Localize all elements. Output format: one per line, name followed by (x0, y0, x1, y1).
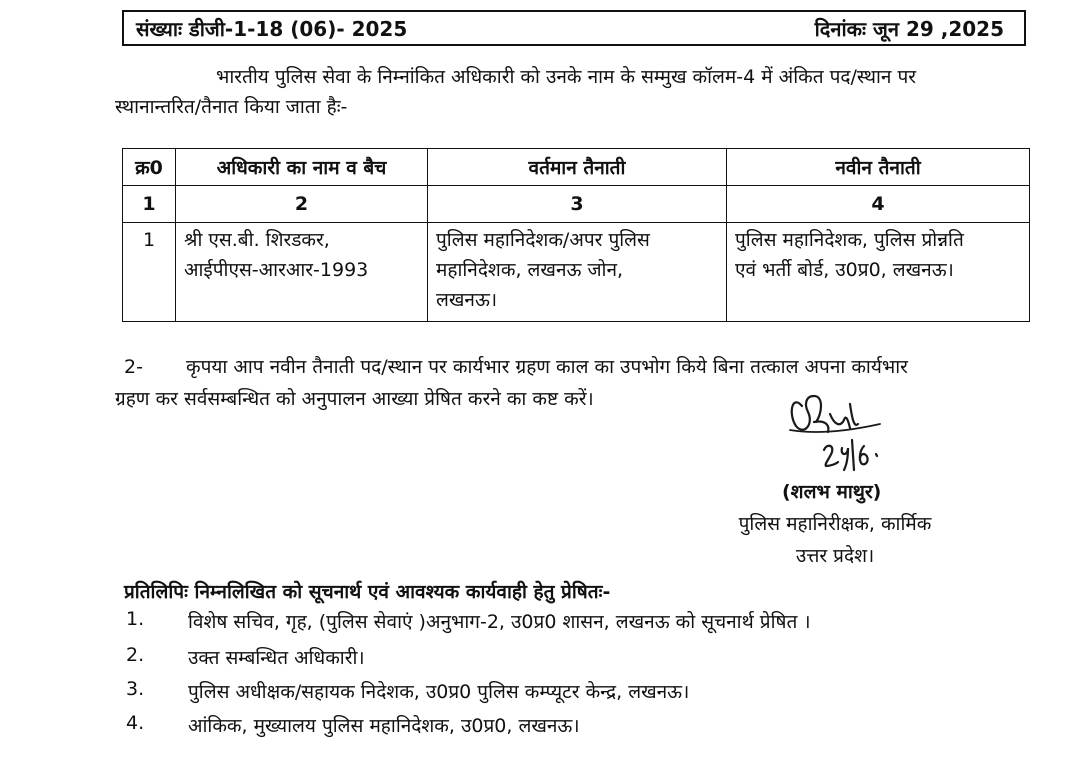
new-posting-line: एवं भर्ती बोर्ड, उ0प्र0, लखनऊ। (735, 259, 954, 281)
new-posting-cell (727, 223, 1030, 322)
signatory-designation (700, 508, 970, 572)
header-current-posting: वर्तमान तैनाती (428, 149, 727, 186)
row-sno: 1 (123, 223, 176, 322)
copy-to-title: प्रतिलिपिः निम्नलिखित को सूचनार्थ एवं आवश्यक कार्यवाही हेतु प्रेषितः- (124, 581, 611, 603)
current-posting-line: लखनऊ। (436, 289, 498, 311)
officer-name: श्री एस.बी. शिरडकर, (184, 229, 330, 251)
list-text: आंकिक, मुख्यालय पुलिस महानिदेशक, उ0प्र0, लखनऊ। (188, 715, 580, 737)
column-number: 2 (176, 186, 428, 223)
column-number: 4 (727, 186, 1030, 223)
header-new-posting: नवीन तैनाती (727, 149, 1030, 186)
new-posting-line: पुलिस महानिदेशक, पुलिस प्रोन्नति (735, 229, 964, 251)
handwritten-signature (784, 384, 884, 476)
intro-line-1: भारतीय पुलिस सेवा के निम्नांकित अधिकारी को उनके नाम के सम्मुख कॉलम-4 में अंकित पद/स्थान पर (216, 66, 917, 88)
designation-line: पुलिस महानिरीक्षक, कार्मिक (738, 513, 932, 535)
list-number: 3. (126, 678, 145, 700)
list-text: विशेष सचिव, गृह, (पुलिस सेवाएं )अनुभाग-2, उ0प्र0 शासन, लखनऊ को सूचनार्थ प्रेषित । (188, 611, 811, 633)
list-text: पुलिस अधीक्षक/सहायक निदेशक, उ0प्र0 पुलिस कम्प्यूटर केन्द्र, लखनऊ। (188, 681, 690, 703)
column-number-row (123, 186, 1030, 223)
list-number: 1. (126, 608, 145, 630)
intro-line-2: स्थानान्तरित/तैनात किया जाता हैः- (115, 96, 348, 118)
header-sno: क्र0 (123, 149, 176, 186)
reference-number: संख्याः डीजी-1-18 (06)- 2025 (136, 16, 408, 41)
list-text: उक्त सम्बन्धित अधिकारी। (188, 647, 365, 669)
para2-number: 2- (124, 356, 143, 378)
para2-line-2: ग्रहण कर सर्वसम्बन्धित को अनुपालन आख्या प्रेषित करने का कष्ट करें। (115, 388, 594, 410)
current-posting-cell (428, 223, 727, 322)
column-number: 1 (123, 186, 176, 223)
header-officer: अधिकारी का नाम व बैच (176, 149, 428, 186)
list-number: 2. (126, 644, 145, 666)
officer-cell (176, 223, 428, 322)
document-date: दिनांकः जून 29 ,2025 (814, 16, 1004, 41)
designation-line: उत्तर प्रदेश। (795, 545, 875, 567)
table-row (123, 223, 1030, 322)
signatory-name: (शलभ माथुर) (782, 481, 882, 503)
posting-table (122, 148, 1030, 322)
officer-batch: आईपीएस-आरआर-1993 (184, 259, 369, 281)
reference-header (122, 10, 1026, 46)
column-number: 3 (428, 186, 727, 223)
para2-line-1: कृपया आप नवीन तैनाती पद/स्थान पर कार्यभार ग्रहण काल का उपभोग किये बिना तत्काल अपना कार्यभार (186, 356, 908, 378)
current-posting-line: पुलिस महानिदेशक/अपर पुलिस (436, 229, 650, 251)
current-posting-line: महानिदेशक, लखनऊ जोन, (436, 259, 624, 281)
table-header-row (123, 149, 1030, 186)
list-number: 4. (126, 712, 145, 734)
